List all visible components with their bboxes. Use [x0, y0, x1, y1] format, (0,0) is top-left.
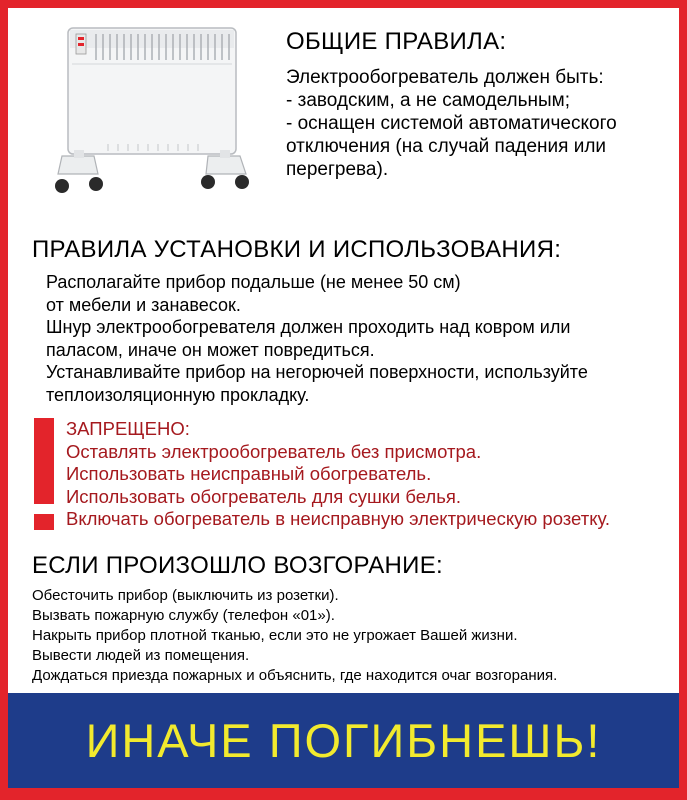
install-rules-line: паласом, иначе он может повредиться.: [46, 339, 375, 360]
general-rules-line: - оснащен системой автоматического: [286, 113, 617, 134]
fire-section-title: ЕСЛИ ПРОИЗОШЛО ВОЗГОРАНИЕ:: [32, 552, 443, 579]
exclamation-icon: [34, 418, 54, 530]
warning-banner-text: ИНАЧЕ ПОГИБНЕШЬ!: [85, 714, 602, 767]
general-rules-title: ОБЩИЕ ПРАВИЛА:: [286, 28, 507, 55]
forbidden-line: Включать обогреватель в неисправную электрическую розетку.: [66, 508, 611, 529]
forbidden-title: ЗАПРЕЩЕНО:: [66, 418, 190, 439]
forbidden-line: Использовать неисправный обогреватель.: [66, 463, 432, 484]
install-rules-text: [46, 271, 666, 406]
general-rules-line: Электрообогреватель должен быть:: [286, 67, 604, 88]
fire-instruction-line: Накрыть прибор плотной тканью, если это не угрожает Вашей жизни.: [32, 627, 518, 644]
fire-instruction-line: Вызвать пожарную службу (телефон «01»).: [32, 607, 335, 624]
general-rules-line: - заводским, а не самодельным;: [286, 90, 571, 111]
install-rules-line: Шнур электрообогревателя должен проходить над ковром или: [46, 317, 571, 337]
fire-instruction-line: Дождаться приезда пожарных и объяснить, где находится очаг возгорания.: [32, 667, 558, 684]
forbidden-section: [66, 418, 686, 531]
general-rules-line: отключения (на случай падения или: [286, 136, 607, 157]
fire-instruction-line: Вывести людей из помещения.: [32, 647, 250, 664]
install-rules-line: Устанавливайте прибор на негорючей поверхности, используйте: [46, 362, 588, 382]
install-rules-line: Располагайте прибор подальше (не менее 50 см): [46, 272, 461, 292]
install-rules-title: ПРАВИЛА УСТАНОВКИ И ИСПОЛЬЗОВАНИЯ:: [32, 236, 562, 263]
general-rules-line: перегрева).: [286, 159, 389, 180]
install-rules-line: теплоизоляционную прокладку.: [46, 384, 310, 405]
forbidden-line: Оставлять электрообогреватель без присмотра.: [66, 440, 482, 462]
install-rules-line: от мебели и занавесок.: [46, 294, 241, 315]
fire-instruction-line: Обесточить прибор (выключить из розетки).: [32, 587, 339, 604]
warning-banner: [8, 693, 679, 788]
forbidden-line: Использовать обогреватель для сушки белья.: [66, 485, 462, 507]
fire-instructions: [32, 586, 672, 686]
general-rules-text: [286, 66, 666, 181]
heater-image: [48, 24, 258, 199]
